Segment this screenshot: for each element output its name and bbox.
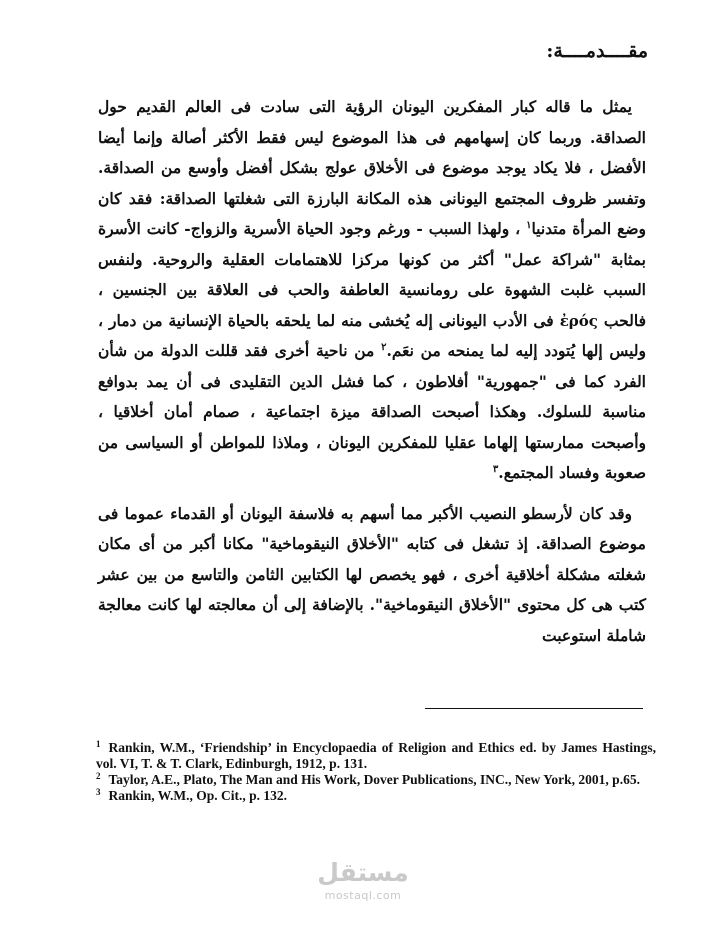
footnote-number: 3 [96,786,101,797]
footnote-3 [96,788,656,804]
footnotes [96,740,656,804]
mostaql-watermark [313,856,413,916]
footnote-ref-3[interactable]: ٣ [492,463,499,475]
paragraph-1 [98,92,646,489]
footnote-text: Rankin, W.M., ‘Friendship’ in Encyclopaedia of Religion and Ethics ed. by James Hastings, vol. VI, T. & T. Clark, Edinburgh, 1912, p. 131. [96,740,656,771]
footnote-number: 2 [96,770,101,781]
footnote-divider [425,708,643,709]
footnote-number: 1 [96,738,101,749]
watermark-logo: مستقل [317,858,409,887]
footnote-2 [96,772,656,788]
greek-term: ἐρός [559,311,598,330]
footnote-ref-2[interactable]: ٢ [381,341,387,353]
section-heading: مقــــدمــــة: [546,40,648,62]
footnote-text: Taylor, A.E., Plato, The Man and His Work, Dover Publications, INC., New York, 2001, p.65. [108,772,640,787]
body-text [98,92,646,651]
paragraph-1-part-2: ، ولهذا السبب - ورغم وجود الحياة الأسرية والزواج- كانت الأسرة بمثابة "شراكة عمل" أكثر من كونها مركزا للاهتمامات العقلية والروحية. ولنفس السبب غلبت الشهوة على رومانسية العاطفة والحب فى العلاقة بين الجنسين ، فالحب [98,219,646,330]
paragraph-1-part-4: من ناحية أخرى فقد قللت الدولة من شأن الفرد كما فى "جمهورية" أفلاطون ، كما فشل الدين التقليدى فى أن يمد بدوافع مناسبة للسلوك. وهكذا أصبحت الصداقة ميزة اجتماعية ، صمام أمان أخلاقيا ، وأصبحت ممارستها إلهاما عقليا للمفكرين اليونان ، وملاذا للمواطن أو السياسى من صعوبة وفساد المجتمع. [98,341,646,482]
footnote-ref-1[interactable]: ١ [526,219,532,231]
paragraph-1-part-1: يمثل ما قاله كبار المفكرين اليونان الرؤية التى سادت فى العالم القديم حول الصداقة. وربما كان إسهامهم فى هذا الموضوع ليس فقط الأكثر أصالة وإنما أيضا الأفضل ، فلا يكاد يوجد موضوع فى الأخلاق عولج بشكل أفضل وأوسع من الصداقة. وتفسر ظروف المجتمع اليونانى هذه المكانة البارزة التى شغلتها الصداقة: فقد كان وضع المرأة متدنيا [98,97,646,238]
footnote-1 [96,740,656,772]
paragraph-2: وقد كان لأرسطو النصيب الأكبر مما أسهم به فلاسفة اليونان أو القدماء عموما فى موضوع الصداقة. إذ تشغل فى كتابه "الأخلاق النيقوماخية" مكانا أكبر من أى مكان شغلته مشكلة أخلاقية أخرى ، فهو يخصص لها الكتابين الثامن والتاسع من بين عشر كتب هى كل محتوى "الأخلاق النيقوماخية". بالإضافة إلى أن معالجته لها كانت معالجة شاملة استوعبت [98,503,646,645]
watermark-site: mostaql.com [324,889,402,902]
paragraph-1-part-3: فى الأدب اليونانى إله يُخشى منه لما يلحقه بالحياة الإنسانية من دمار ، وليس إلها يُتودد إليه لما يمنحه من نعَم. [98,310,646,360]
footnote-text: Rankin, W.M., Op. Cit., p. 132. [108,788,288,803]
